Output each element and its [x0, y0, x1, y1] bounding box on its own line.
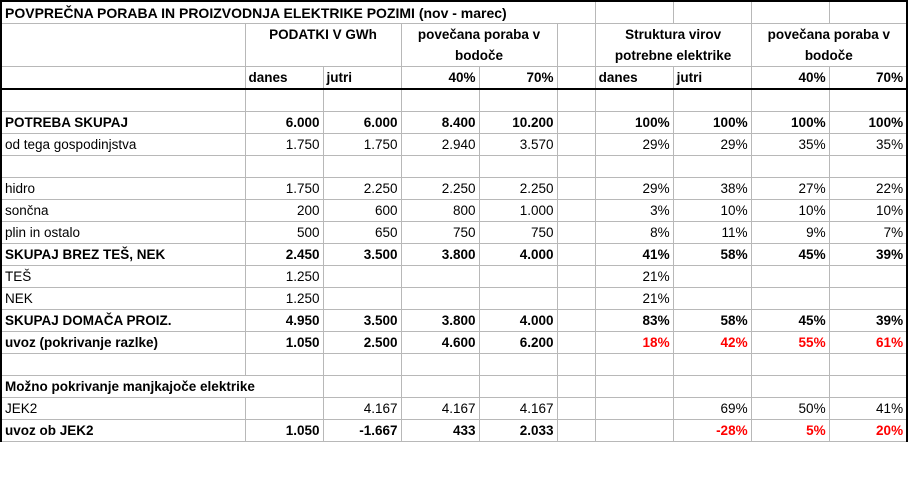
cell-value: 1.050: [245, 420, 323, 442]
cell-percent: 29%: [595, 134, 673, 156]
cell-percent: 55%: [751, 332, 829, 354]
cell-percent: [595, 398, 673, 420]
cell-percent: 21%: [595, 266, 673, 288]
cell-percent: 69%: [673, 398, 751, 420]
cell-percent: 39%: [829, 244, 907, 266]
title-row: [1, 1, 907, 24]
cell-value: -1.667: [323, 420, 401, 442]
cell-percent: [829, 266, 907, 288]
cell-percent: 8%: [595, 222, 673, 244]
table-row: [1, 178, 907, 200]
cell-value: 750: [401, 222, 479, 244]
cell-percent: 18%: [595, 332, 673, 354]
cell-value: 2.940: [401, 134, 479, 156]
col-struktura-jutri: jutri: [673, 67, 751, 90]
cell-percent: 100%: [595, 112, 673, 134]
cell-percent: [829, 288, 907, 310]
cell-value: 500: [245, 222, 323, 244]
col-struktura-40: 40%: [751, 67, 829, 90]
table-row: [1, 112, 907, 134]
cell-value: 6.200: [479, 332, 557, 354]
cell-value: 4.167: [323, 398, 401, 420]
cell-value: 2.500: [323, 332, 401, 354]
cell-percent: [673, 266, 751, 288]
col-70: 70%: [479, 67, 557, 90]
table-row: [1, 398, 907, 420]
row-label: TEŠ: [1, 266, 245, 288]
cell-value: 2.450: [245, 244, 323, 266]
row-label: SKUPAJ BREZ TEŠ, NEK: [1, 244, 245, 266]
cell-percent: 21%: [595, 288, 673, 310]
cell-percent: 9%: [751, 222, 829, 244]
table-row: [1, 200, 907, 222]
header-povecana-1-line1: povečana poraba v: [401, 24, 557, 46]
cell-percent: 83%: [595, 310, 673, 332]
cell-percent: 10%: [751, 200, 829, 222]
cell-value: [401, 266, 479, 288]
row-label: sončna: [1, 200, 245, 222]
cell-value: 8.400: [401, 112, 479, 134]
cell-percent: 41%: [829, 398, 907, 420]
cell-percent: -28%: [673, 420, 751, 442]
cell-value: [323, 266, 401, 288]
header-podatki: PODATKI V GWh: [245, 24, 401, 46]
cell-percent: 27%: [751, 178, 829, 200]
cell-percent: 45%: [751, 244, 829, 266]
cell-value: [323, 288, 401, 310]
header-row-1: [1, 24, 907, 46]
cell-percent: 39%: [829, 310, 907, 332]
header-struktura-line2: potrebne elektrike: [595, 45, 751, 67]
cell-percent: 45%: [751, 310, 829, 332]
cell-value: 4.000: [479, 244, 557, 266]
col-40: 40%: [401, 67, 479, 90]
cell-percent: 100%: [829, 112, 907, 134]
row-label: JEK2: [1, 398, 245, 420]
cell-percent: 41%: [595, 244, 673, 266]
row-label: uvoz (pokrivanje razlke): [1, 332, 245, 354]
row-label: SKUPAJ DOMAČA PROIZ.: [1, 310, 245, 332]
cell-value: 750: [479, 222, 557, 244]
cell-value: 600: [323, 200, 401, 222]
row-label: od tega gospodinjstva: [1, 134, 245, 156]
cell-percent: 100%: [673, 112, 751, 134]
cell-value: 800: [401, 200, 479, 222]
cell-percent: 10%: [673, 200, 751, 222]
row-label: hidro: [1, 178, 245, 200]
cell-value: 1.250: [245, 266, 323, 288]
col-danes: danes: [245, 67, 323, 90]
cell-value: 1.750: [245, 134, 323, 156]
header-row-2: [1, 45, 907, 67]
col-struktura-70: 70%: [829, 67, 907, 90]
cell-value: 4.950: [245, 310, 323, 332]
table-row: [1, 222, 907, 244]
cell-percent: 35%: [751, 134, 829, 156]
col-jutri: jutri: [323, 67, 401, 90]
cell-value: [479, 288, 557, 310]
cell-percent: 50%: [751, 398, 829, 420]
cell-value: 6.000: [245, 112, 323, 134]
table-row: [1, 244, 907, 266]
spacer-row: [1, 89, 907, 112]
cell-percent: 100%: [751, 112, 829, 134]
cell-value: 4.000: [479, 310, 557, 332]
cell-value: 4.167: [401, 398, 479, 420]
cell-value: 3.800: [401, 310, 479, 332]
cell-value: 1.050: [245, 332, 323, 354]
cell-percent: 29%: [673, 134, 751, 156]
cell-percent: [595, 420, 673, 442]
cell-value: 1.750: [323, 134, 401, 156]
cell-value: 3.500: [323, 244, 401, 266]
cell-value: [479, 266, 557, 288]
cell-percent: 35%: [829, 134, 907, 156]
cell-value: 6.000: [323, 112, 401, 134]
cell-percent: [751, 288, 829, 310]
table-title: POVPREČNA PORABA IN PROIZVODNJA ELEKTRIKE POZIMI (nov - marec): [1, 1, 595, 24]
cell-percent: 11%: [673, 222, 751, 244]
row-label: POTREBA SKUPAJ: [1, 112, 245, 134]
cell-value: 650: [323, 222, 401, 244]
cell-value: 433: [401, 420, 479, 442]
cell-percent: 10%: [829, 200, 907, 222]
header-povecana-1-line2: bodoče: [401, 45, 557, 67]
cell-value: 1.000: [479, 200, 557, 222]
cell-percent: 5%: [751, 420, 829, 442]
cell-percent: [751, 266, 829, 288]
cell-percent: 42%: [673, 332, 751, 354]
cell-percent: 3%: [595, 200, 673, 222]
cell-value: 2.033: [479, 420, 557, 442]
cell-value: 3.800: [401, 244, 479, 266]
header-povecana-2-line1: povečana poraba v: [751, 24, 907, 46]
cell-value: 3.570: [479, 134, 557, 156]
cell-percent: 29%: [595, 178, 673, 200]
row-label: uvoz ob JEK2: [1, 420, 245, 442]
cell-value: 2.250: [479, 178, 557, 200]
table-row: [1, 288, 907, 310]
cell-value: [245, 398, 323, 420]
cell-percent: 58%: [673, 244, 751, 266]
cell-value: 2.250: [323, 178, 401, 200]
row-label: plin in ostalo: [1, 222, 245, 244]
subheader-row: [1, 67, 907, 90]
cell-percent: 20%: [829, 420, 907, 442]
table-row: [1, 420, 907, 442]
cell-value: 1.750: [245, 178, 323, 200]
section-row: [1, 376, 907, 398]
cell-value: 200: [245, 200, 323, 222]
cell-percent: 7%: [829, 222, 907, 244]
section-label: Možno pokrivanje manjkajoče elektrike: [1, 376, 323, 398]
cell-value: [401, 288, 479, 310]
header-povecana-2-line2: bodoče: [751, 45, 907, 67]
table-row: [1, 266, 907, 288]
cell-value: 4.600: [401, 332, 479, 354]
row-label: NEK: [1, 288, 245, 310]
cell-value: 2.250: [401, 178, 479, 200]
table-row: [1, 310, 907, 332]
cell-value: 10.200: [479, 112, 557, 134]
cell-percent: [673, 288, 751, 310]
cell-percent: 38%: [673, 178, 751, 200]
cell-percent: 22%: [829, 178, 907, 200]
cell-value: 1.250: [245, 288, 323, 310]
cell-percent: 61%: [829, 332, 907, 354]
cell-value: 3.500: [323, 310, 401, 332]
empty-row: [1, 354, 907, 376]
empty-row: [1, 156, 907, 178]
header-struktura-line1: Struktura virov: [595, 24, 751, 46]
cell-value: 4.167: [479, 398, 557, 420]
col-struktura-danes: danes: [595, 67, 673, 90]
table-row: [1, 332, 907, 354]
table-row: [1, 134, 907, 156]
cell-percent: 58%: [673, 310, 751, 332]
